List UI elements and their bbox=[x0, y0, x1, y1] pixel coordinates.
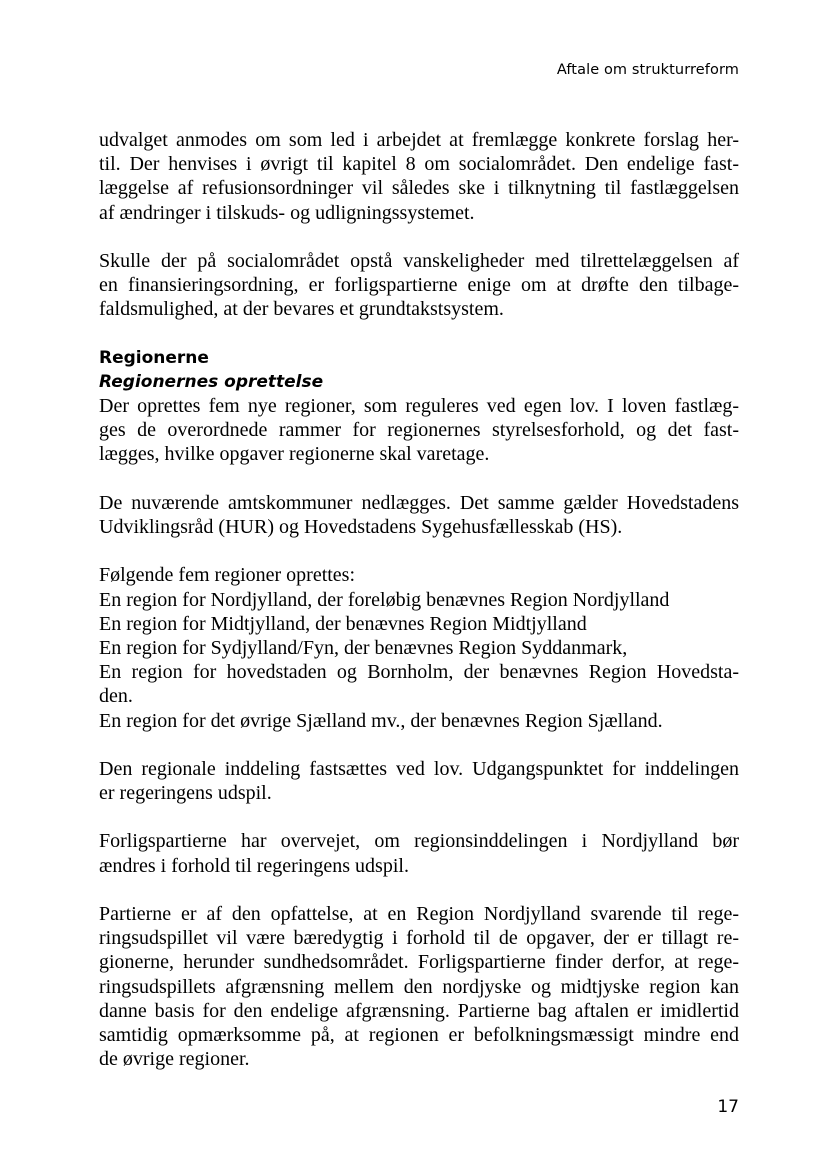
text-line: Forligspartierne har overvejet, om regionsinddelingen i Nordjylland bør bbox=[99, 830, 739, 853]
text-line: til. Der henvises i øvrigt til kapitel 8 om socialområdet. Den endelige fast- bbox=[99, 153, 739, 176]
region-item-continued: den. bbox=[99, 685, 133, 708]
region-item: En region for det øvrige Sjælland mv., der benævnes Region Sjælland. bbox=[99, 709, 663, 732]
paragraph-inddeling bbox=[99, 757, 739, 805]
text-line: læggelse af refusionsordninger vil således ske i tilknytning til fastlæggelsen bbox=[99, 177, 739, 200]
text-line: gionerne, herunder sundhedsområdet. Forligspartierne finder derfor, at rege- bbox=[99, 951, 739, 974]
text-line: ringsudspillets afgrænsning mellem den nordjyske og midtjyske region kan bbox=[99, 975, 739, 998]
page-number: 17 bbox=[717, 1097, 739, 1117]
paragraph-amtskommuner bbox=[99, 491, 739, 539]
region-item: En region for Sydjylland/Fyn, der benævnes Region Syddanmark, bbox=[99, 636, 628, 659]
text-line: Den regionale inddeling fastsættes ved lov. Udgangspunktet for inddelingen bbox=[99, 757, 739, 780]
text-line: en finansieringsordning, er forligspartierne enige om at drøfte den tilbage- bbox=[99, 274, 739, 297]
text-line: af ændringer i tilskuds- og udligningssystemet. bbox=[99, 201, 475, 224]
region-item: En region for hovedstaden og Bornholm, der benævnes Region Hovedsta- bbox=[99, 661, 739, 684]
region-item: En region for Nordjylland, der foreløbig benævnes Region Nordjylland bbox=[99, 588, 670, 611]
text-line: faldsmulighed, at der bevares et grundtakstsystem. bbox=[99, 298, 504, 321]
text-line: ringsudspillet vil være bæredygtig i forhold til de opgaver, der er tillagt re- bbox=[99, 927, 739, 950]
text-line: De nuværende amtskommuner nedlægges. Det samme gælder Hovedstadens bbox=[99, 491, 739, 514]
text-line: er regeringens udspil. bbox=[99, 782, 272, 805]
region-item: En region for Midtjylland, der benævnes Region Midtjylland bbox=[99, 612, 587, 635]
page-body bbox=[99, 128, 739, 1071]
text-line: samtidig opmærksomme på, at regionen er befolkningsmæssigt mindre end bbox=[99, 1023, 739, 1046]
text-line: Der oprettes fem nye regioner, som reguleres ved egen lov. I loven fastlæg- bbox=[99, 395, 739, 418]
paragraph-nordjylland bbox=[99, 829, 739, 877]
text-line: Udviklingsråd (HUR) og Hovedstadens Sygehusfællesskab (HS). bbox=[99, 516, 623, 539]
section-heading: Regionerne bbox=[99, 347, 209, 368]
paragraph-oprettelse bbox=[99, 394, 739, 467]
text-line: udvalget anmodes om som led i arbejdet at fremlægge konkrete forslag her- bbox=[99, 129, 739, 151]
paragraph-refusion bbox=[99, 128, 739, 225]
region-list-intro: Følgende fem regioner oprettes: bbox=[99, 564, 356, 587]
paragraph-partierne bbox=[99, 902, 739, 1071]
running-header: Aftale om strukturreform bbox=[556, 62, 739, 78]
text-line: Skulle der på socialområdet opstå vanskeligheder med tilrettelæggelsen af bbox=[99, 249, 739, 272]
text-line: de øvrige regioner. bbox=[99, 1048, 250, 1071]
text-line: ændres i forhold til regeringens udspil. bbox=[99, 854, 409, 877]
text-line: lægges, hvilke opgaver regionerne skal varetage. bbox=[99, 443, 490, 466]
section-subheading: Regionernes oprettelse bbox=[99, 371, 324, 392]
text-line: Partierne er af den opfattelse, at en Region Nordjylland svarende til rege- bbox=[99, 903, 739, 926]
text-line: ges de overordnede rammer for regionernes styrelsesforhold, og det fast- bbox=[99, 419, 739, 442]
region-list bbox=[99, 563, 739, 732]
paragraph-finansiering bbox=[99, 249, 739, 322]
text-line: danne basis for den endelige afgrænsning. Partierne bag aftalen er imidlertid bbox=[99, 999, 739, 1022]
